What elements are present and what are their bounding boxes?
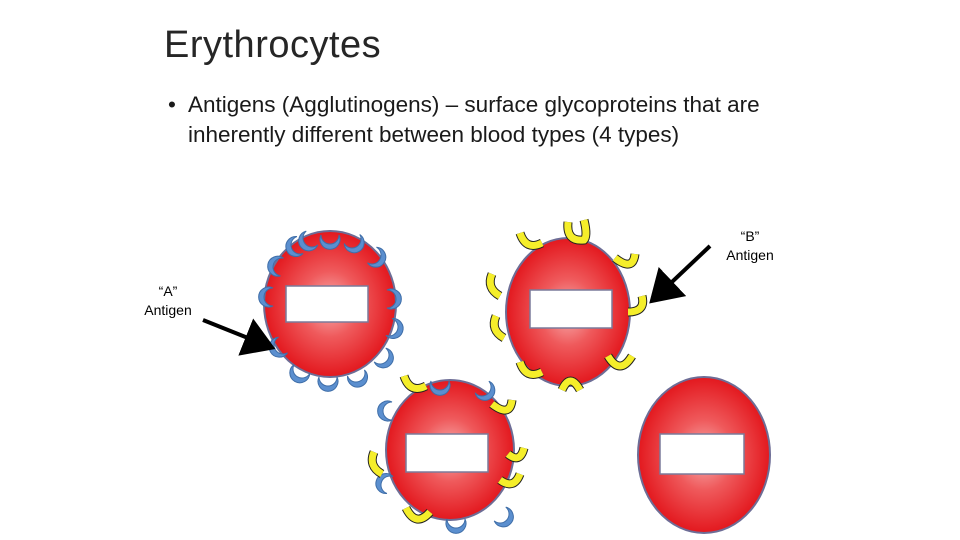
type-ab-cell [372,376,524,533]
bullet-dot-icon: • [168,92,176,117]
arrow-a-antigen [203,320,268,346]
label-b-line2: Antigen [726,247,774,263]
slide-title: Erythrocytes [164,24,382,66]
label-a-antigen [128,282,208,320]
label-b-antigen [710,227,790,265]
bullet-text: Antigens (Agglutinogens) – surface glycoproteins that are inherently different between blood types (4 types) [188,92,760,147]
cell-label-box [286,286,368,322]
type-b-cell [490,220,643,390]
cell-label-box [660,434,744,474]
label-b-line1: “B” [740,228,760,244]
arrow-b-antigen [655,246,710,298]
label-a-line1: “A” [158,283,178,299]
type-a-cell [259,230,406,391]
label-a-line2: Antigen [144,302,192,318]
cell-label-box [530,290,612,328]
type-o-cell [638,377,770,533]
cell-label-box [406,434,488,472]
